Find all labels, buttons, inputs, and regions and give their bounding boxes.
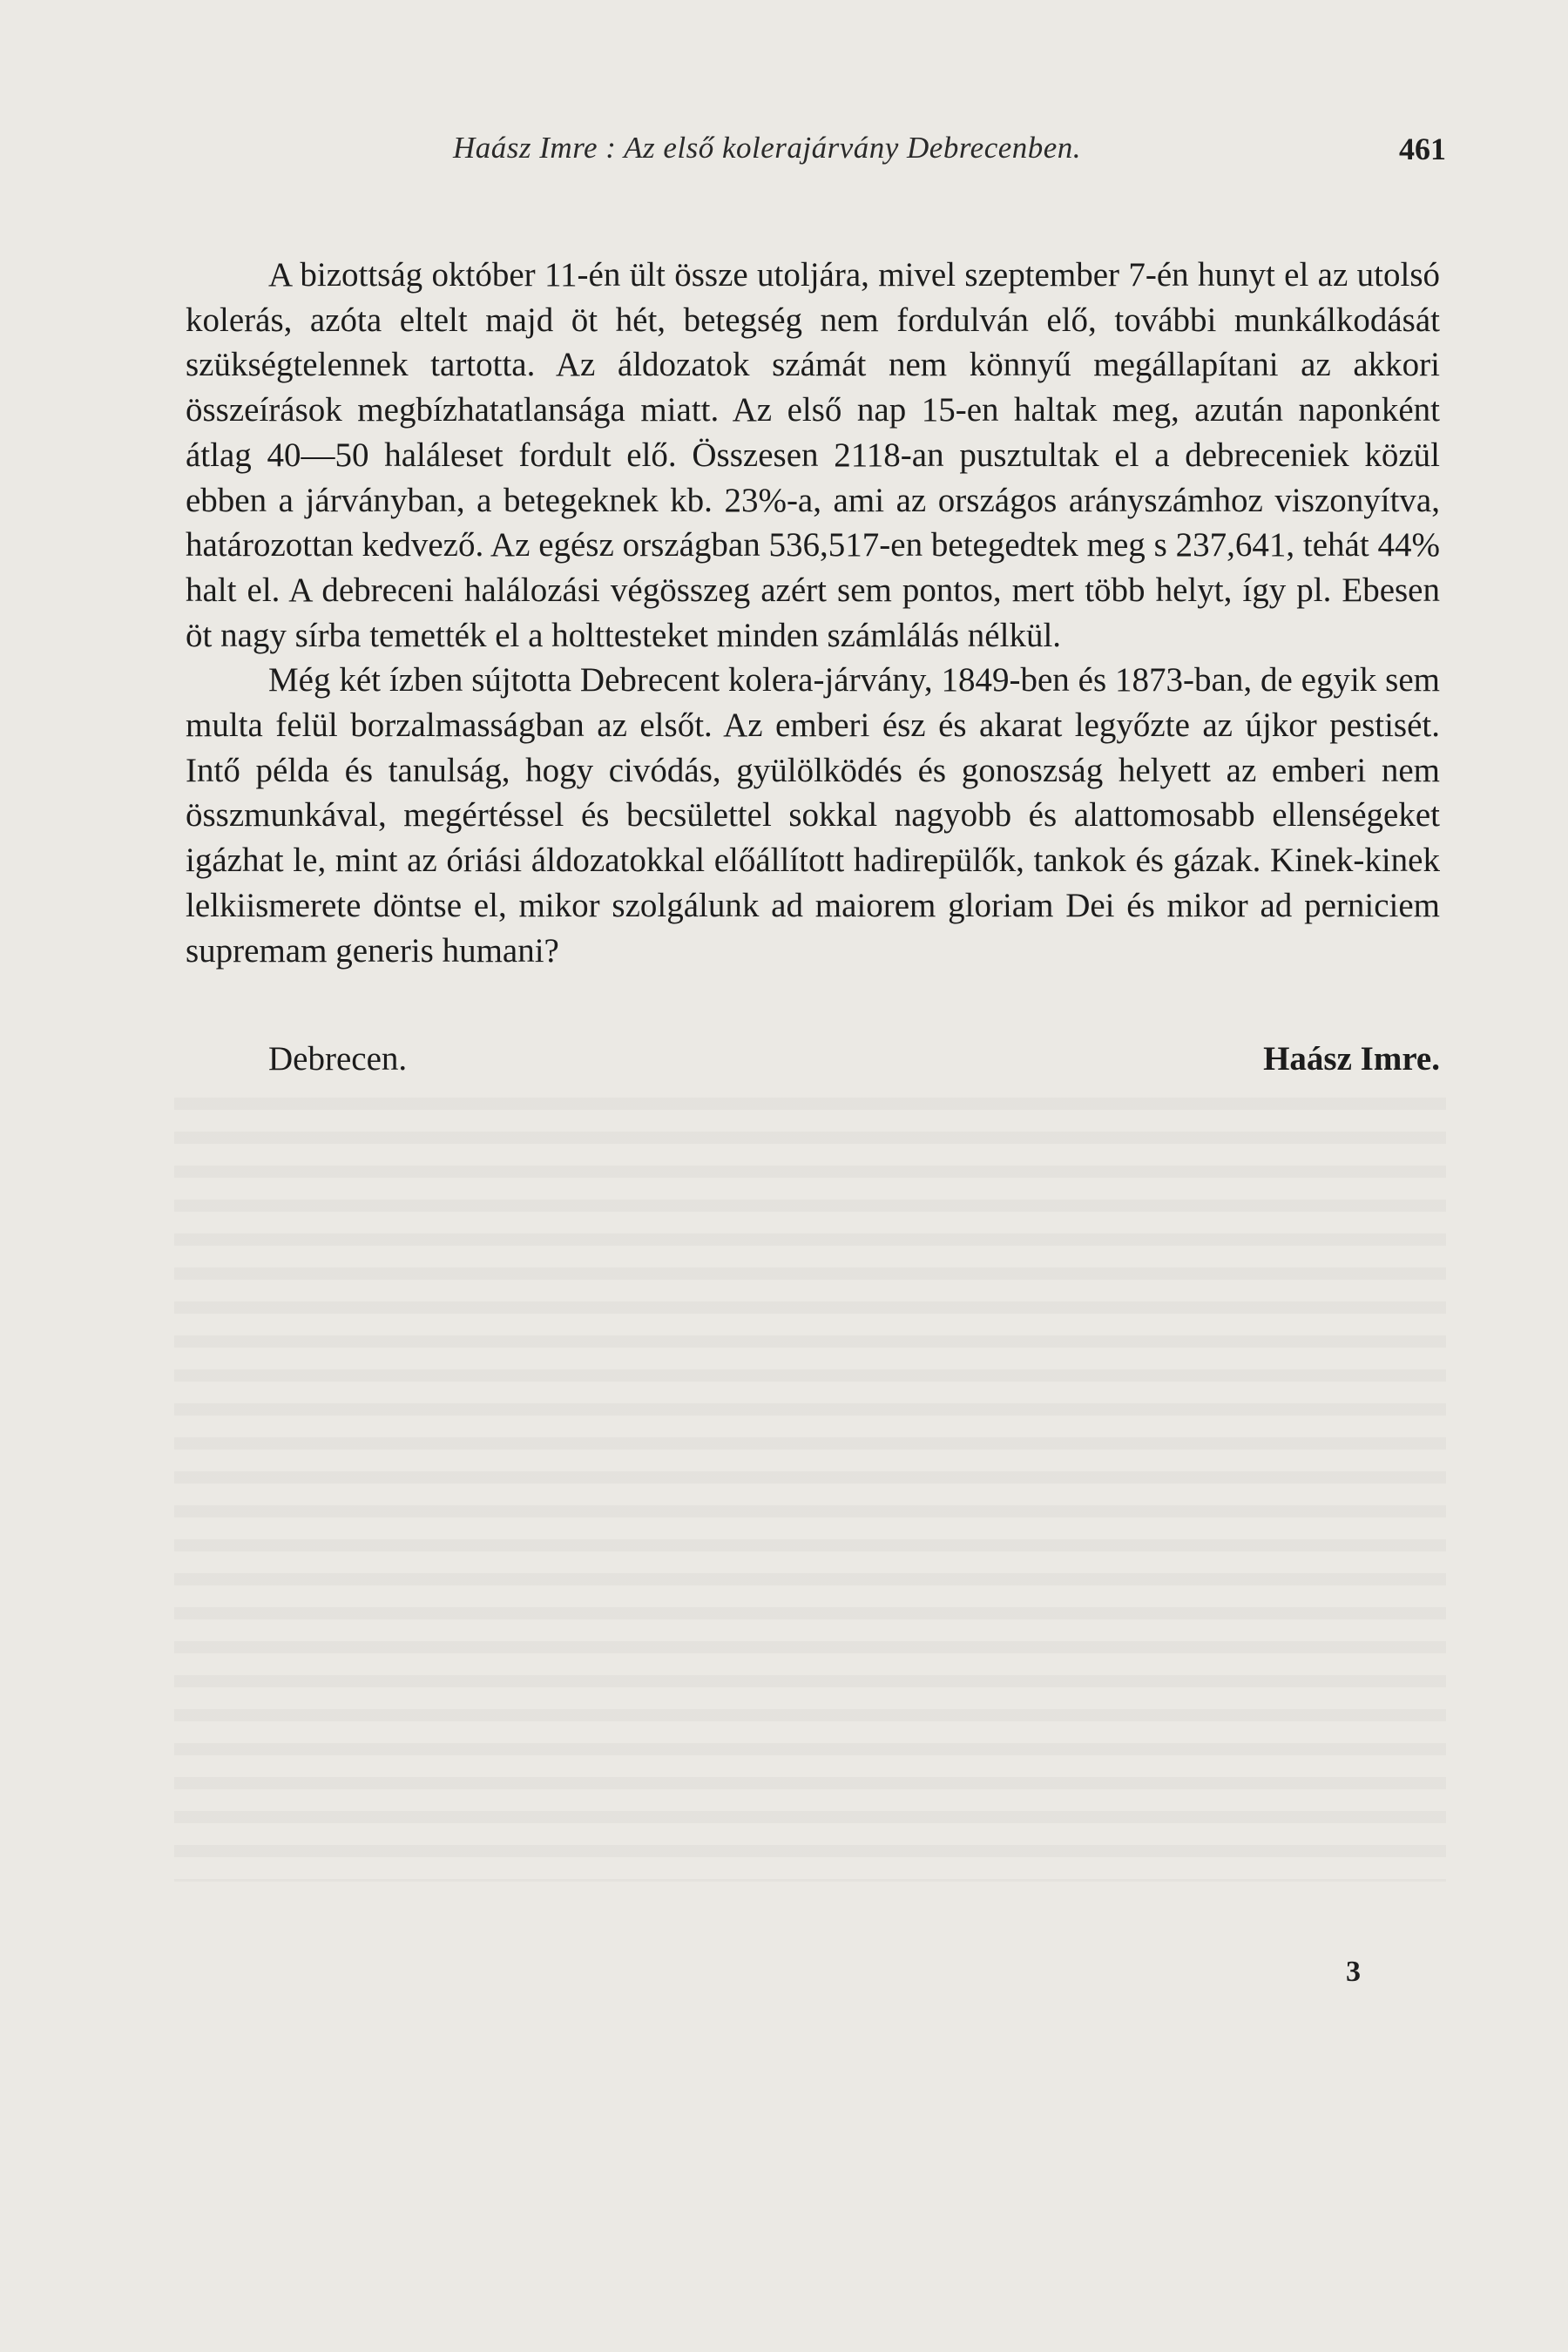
show-through-texture	[174, 1098, 1446, 1882]
author-signature: Haász Imre.	[1263, 1040, 1440, 1078]
paragraph-1: A bizottság október 11-én ült össze utoljára, mivel szeptember 7-én hunyt el az utolsó kolerás, azóta eltelt majd öt hét, betegség nem fordulván elő, további munkálkodását szükségtelennek tartotta. Az áldozatok számát nem könnyű megállapítani az akkori összeírások megbízhatatlansága miatt. Az első nap 15-en haltak meg, azután naponként átlag 40—50 haláleset fordult elő. Összesen 2118-an pusztultak el a debreceniek közül ebben a járványban, a betegeknek kb. 23%-a, ami az országos arányszámhoz viszonyítva, határozottan kedvező. Az egész országban 536,517-en betegedtek meg s 237,641, tehát 44% halt el. A debreceni halálozási végösszeg azért sem pontos, mert több helyt, így pl. Ebesen öt nagy sírba temették el a holttesteket minden számlálás nélkül.	[186, 256, 1440, 654]
place-of-writing: Debrecen.	[268, 1040, 408, 1078]
page-number: 461	[1399, 132, 1446, 166]
running-header	[174, 131, 1446, 172]
article-body	[186, 253, 1440, 973]
running-title: Haász Imre : Az első kolerajárvány Debrecenben.	[453, 131, 1082, 165]
signature-line	[186, 1039, 1440, 1085]
printer-signature-mark: 3	[1346, 1956, 1361, 1988]
paragraph-2: Még két ízben sújtotta Debrecent kolera-járvány, 1849-ben és 1873-ban, de egyik sem multa felül borzalmasságban az elsőt. Az emberi ész és akarat legyőzte az újkor pestisét. Intő példa és tanulság, hogy civódás, gyülölködés és gonoszság helyett az emberi nem összmunkával, megértéssel és becsülettel sokkal nagyobb és alattomosabb ellenségeket igázhat le, mint az óriási áldozatokkal előállított hadirepülők, tankok és gázak. Kinek-kinek lelkiismerete döntse el, mikor szolgálunk ad maiorem gloriam Dei és mikor ad perniciem supremam generis humani?	[186, 661, 1440, 970]
